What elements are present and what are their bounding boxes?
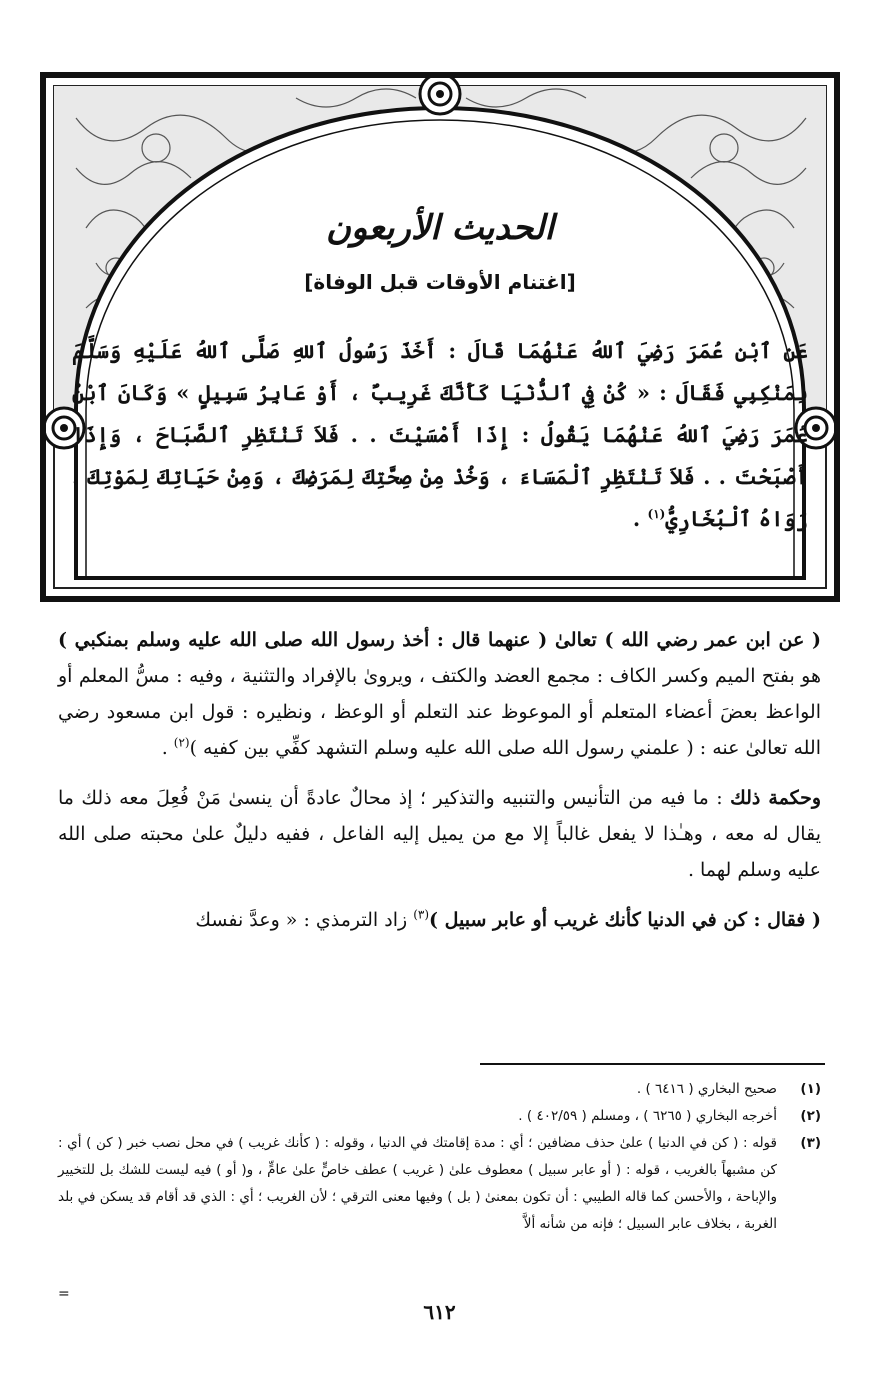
- footnote-item: [58, 1130, 821, 1238]
- hadith-end: .: [632, 506, 648, 531]
- commentary-paragraph-3: [58, 902, 821, 938]
- footnote-divider: [480, 1063, 825, 1065]
- margin-mark: =: [58, 1286, 70, 1302]
- section-heading: وحكمة ذلك: [730, 787, 821, 809]
- footnote-text: أخرجه البخاري ( ٦٢٦٥ ) ، ومسلم ( ٤٠٢/٥٩ ) .: [518, 1108, 777, 1124]
- footnote-text: صحيح البخاري ( ٦٤١٦ ) .: [636, 1081, 777, 1097]
- top-medallion: [420, 78, 460, 114]
- commentary-paragraph-2: [58, 780, 821, 888]
- hadith-title: الحديث الأربعون: [326, 208, 554, 248]
- footnote-number: (٢): [800, 1108, 821, 1124]
- hadith-text: [72, 330, 808, 540]
- quoted-hadith-segment: ( فقال : كن في الدنيا كأنك غريب أو عابر سبيل ): [429, 909, 821, 931]
- footnote-ref-2[interactable]: (٢): [173, 735, 190, 750]
- footnotes: [58, 1076, 821, 1238]
- commentary-text: زاد الترمذي : « وعدَّ نفسك: [195, 909, 414, 931]
- footnote-ref-1[interactable]: (١): [647, 507, 666, 521]
- commentary-text: هو بفتح الميم وكسر الكاف : مجمع العضد والكتف ، ويروىٰ بالإفراد والتثنية ، وفيه : مسُّ المعلم أو الواعظ بعضَ أعضاء المتعلم أو الموعوظ عند التعلم أو الوعظ ، ونظيره : قول ابن مسعود رضي الله تعالىٰ عنه : ( علمني رسول الله صلى الله عليه وسلم التشهد كفِّي بين كفيه ): [58, 665, 821, 759]
- commentary-text: : ما فيه من التأنيس والتنبيه والتذكير ؛ إذ محالٌ عادةً أن ينسىٰ مَنْ فُعِلَ معه ذلك ما يقال له معه ، وهـٰذا لا يفعل غالباً إلا مع من يميل إليه الفاعل ، ففيه دليلٌ علىٰ محبته صلى الله عليه وسلم لهما .: [58, 787, 821, 881]
- frame-content: [66, 208, 814, 582]
- hadith-body: عَنِ ٱبْنِ عُمَرَ رَضِيَ ٱللهُ عَنْهُمَا قَالَ : أَخَذَ رَسُولُ ٱللهِ صَلَّى ٱللهُ عَلَيْهِ وَسَلَّمَ بِمَنْكِبِي فَقَالَ : « كُنْ فِي ٱلدُّنْيَا كَأَنَّكَ غَرِيبٌ ، أَوْ عَابِرُ سَبِيلٍ » وَكَانَ ٱبْنُ عُمَرَ رَضِيَ ٱللهُ عَنْهُمَا يَقُولُ : إِذَا أَمْسَيْتَ . . فَلاَ تَنْتَظِرِ ٱلصَّبَاحَ ، وَإِذَا أَصْبَحْتَ . . فَلاَ تَنْتَظِرِ ٱلْمَسَاءَ ، وَخُذْ مِنْ صِحَّتِكَ لِمَرَضِكَ ، وَمِنْ حَيَاتِكَ لِمَوْتِكَ . رَوَاهُ ٱلْبُخَارِيُّ: [72, 338, 808, 531]
- page-number: ٦١٢: [423, 1300, 456, 1324]
- footnote-number: (٣): [800, 1135, 821, 1151]
- ornamental-frame: [40, 72, 840, 602]
- commentary: [58, 622, 821, 952]
- footnote-item: [58, 1103, 821, 1130]
- commentary-paragraph-1: [58, 622, 821, 766]
- hadith-subtitle: [اغتنام الأوقات قبل الوفاة]: [304, 270, 576, 294]
- footnote-text: قوله : ( كن في الدنيا ) علىٰ حذف مضافين ؛ أي : مدة إقامتك في الدنيا ، وقوله : ( كأنك غريب ) في محل نصب خبر ( كن ) أي : كن مشبهاً بالغريب ، قوله : ( أو عابر سبيل ) معطوف علىٰ ( غريب ) عطف خاصٍّ علىٰ عامٍّ ، و( أو ) فيه ليست للشك بل للتخيير والإباحة ، والأحسن كما قاله الطيبي : أن تكون بمعنىٰ ( بل ) وفيها معنى الترقي ؛ لأن الغريب ؛ أي : الذي قد أقام قد يسكن في بلد الغربة ، بخلاف عابر السبيل ؛ فإنه من شأنه ألاَّ: [58, 1135, 777, 1232]
- commentary-text: .: [161, 737, 174, 759]
- quoted-hadith-segment: ( عن ابن عمر رضي الله ) تعالىٰ ( عنهما قال : أخذ رسول الله صلى الله عليه وسلم بمنكبي ): [58, 629, 821, 651]
- footnote-ref-3[interactable]: (٣): [413, 907, 430, 922]
- footnote-item: [58, 1076, 821, 1103]
- footnote-number: (١): [800, 1081, 821, 1097]
